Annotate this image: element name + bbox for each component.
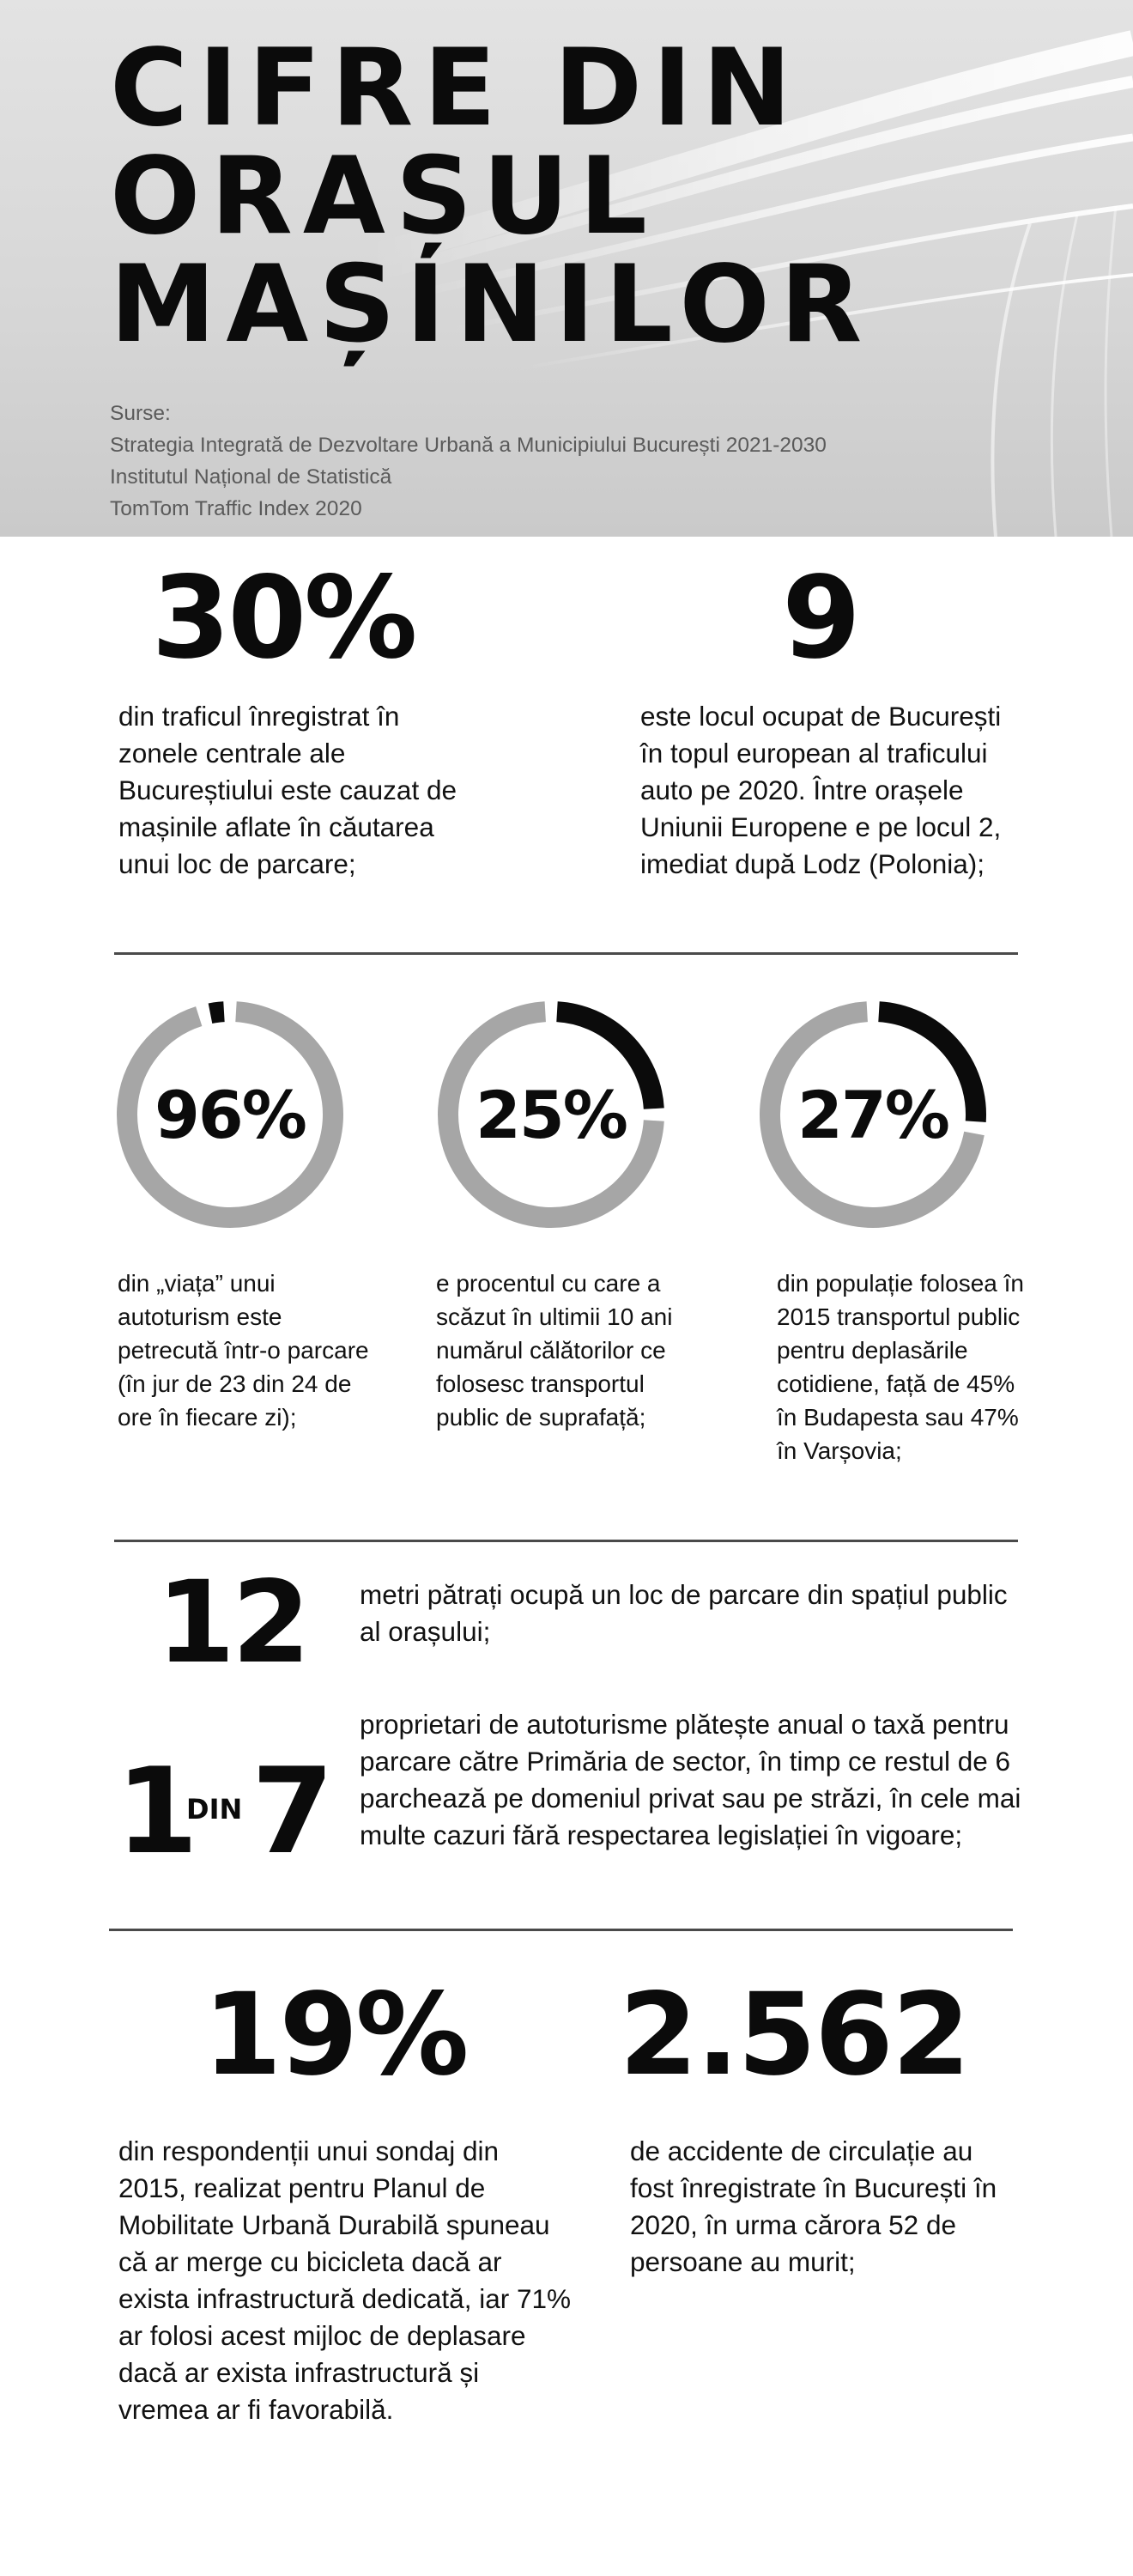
stat-accidents-value: 2.562 xyxy=(619,1969,969,2101)
stat-cycling-survey-value: 19% xyxy=(203,1969,467,2101)
ring-stat-transit-share-text: din populație folosea în 2015 transportul public pentru deplasările cotidiene, față de 45% în Budapesta sau 47% în Varșovia; xyxy=(777,1270,1024,1464)
stat-eu-ranking-text: este locul ocupat de București în topul european al traficului auto pe 2020. Între orașele Uniunii Europene e pe locul 2, imediat după Lodz (Polonia); xyxy=(640,701,1002,879)
stat-eu-ranking-value: 9 xyxy=(782,552,861,684)
header-banner xyxy=(0,0,1133,537)
title-line-2: ORAȘUL xyxy=(110,135,657,258)
stat-owners-text: proprietari de autoturisme plătește anual o taxă pentru parcare către Primăria de sector, în timp ce restul de 6 parchează pe domeniul privat sau pe străzi, în cele mai multe cazuri fără respectarea legislației în vigoare; xyxy=(360,1709,1021,1850)
source-item: Strategia Integrată de Dezvoltare Urbană a Municipiului București 2021-2030 xyxy=(110,434,827,457)
ring-stat-transit-share xyxy=(757,999,989,1230)
stat-accidents-text: de accidente de circulație au fost înregistrate în București în 2020, în urma cărora 52 de persoane au murit; xyxy=(630,2136,997,2277)
title-line-3: MAȘINILOR xyxy=(110,243,873,367)
stat-traffic-search-parking-text: din traficul înregistrat în zonele centrale ale Bucureștiului este cauzat de mașinile aflate în căutarea unui loc de parcare; xyxy=(118,701,457,879)
sources-label: Surse: xyxy=(110,402,171,425)
divider xyxy=(109,1929,1013,1931)
stat-parking-space-text: metri pătrați ocupă un loc de parcare din spațiul public al orașului; xyxy=(360,1579,1008,1647)
source-item: Institutul Național de Statistică xyxy=(110,465,392,489)
title-line-1: CIFRE DIN xyxy=(110,27,803,150)
stat-parking-space-value: 12 xyxy=(156,1557,307,1689)
divider xyxy=(114,1540,1018,1542)
owners-ratio-denominator: 7 xyxy=(251,1742,335,1880)
owners-ratio-numerator: 1 xyxy=(116,1742,199,1880)
stat-traffic-search-parking-value: 30% xyxy=(151,552,415,684)
page-title xyxy=(110,27,873,367)
ring-stat-parking-time-text: din „viața” unui autoturism este petrecută într-o parcare (în jur de 23 din 24 de ore în fiecare zi); xyxy=(118,1270,369,1431)
ring-stat-value: 96% xyxy=(154,1076,306,1153)
ring-stat-value: 27% xyxy=(797,1076,948,1153)
stat-cycling-survey-text: din respondenții unui sondaj din 2015, realizat pentru Planul de Mobilitate Urbană Durabilă spuneau că ar merge cu bicicleta dacă ar exista infrastructură dedicată, iar 71% ar folosi acest mijloc de deplasare dacă ar exista infrastructură și vremea ar fi favorabilă. xyxy=(118,2136,572,2425)
ring-stat-parking-time xyxy=(114,999,346,1230)
source-item: TomTom Traffic Index 2020 xyxy=(110,497,362,520)
sources-block xyxy=(110,398,827,525)
ring-stat-transit-decline-text: e procentul cu care a scăzut în ultimii 10 ani numărul călătorilor ce folosesc transportul public de suprafață; xyxy=(436,1270,673,1431)
owners-ratio-word: DIN xyxy=(186,1793,243,1826)
ring-stat-transit-decline xyxy=(435,999,667,1230)
ring-stat-value: 25% xyxy=(476,1076,627,1153)
divider xyxy=(114,952,1018,955)
